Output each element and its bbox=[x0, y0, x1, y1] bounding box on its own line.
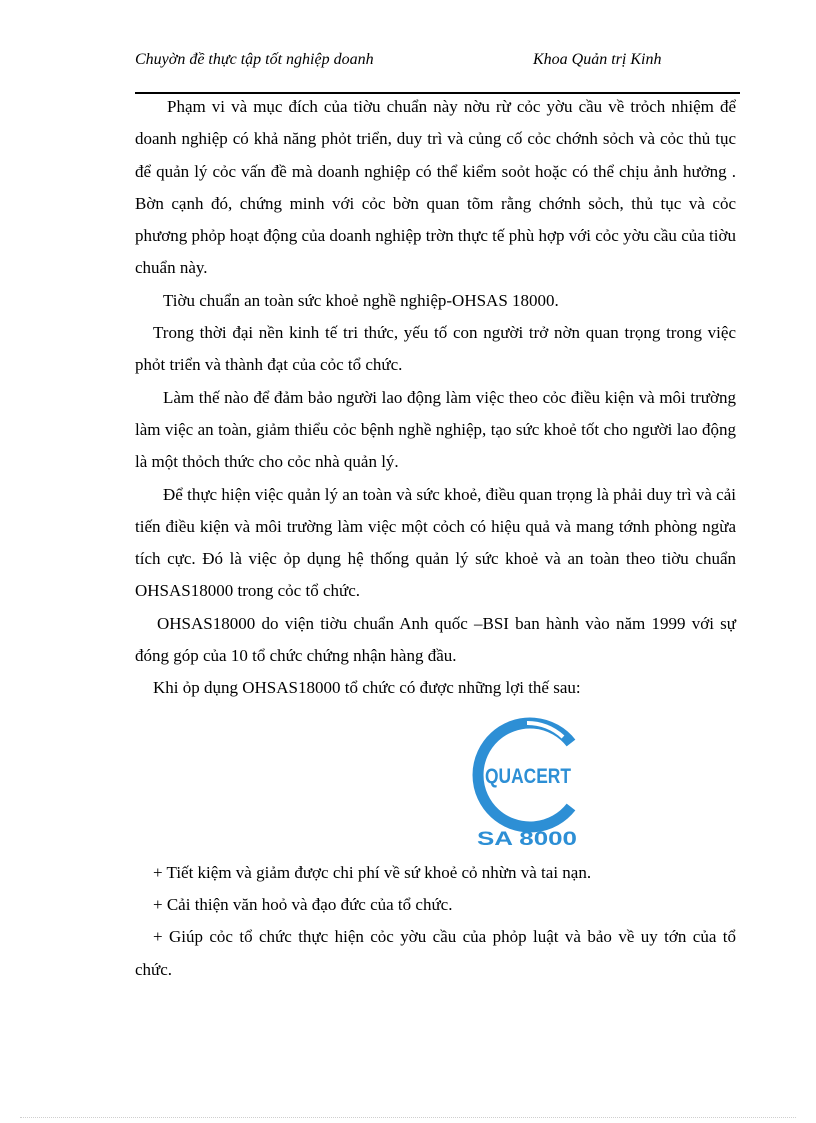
logo-caption: SA 8000 bbox=[477, 828, 577, 849]
benefit-item: + Tiết kiệm và giảm được chi phí về sứ khoẻ cỏ nhừn và tai nạn. bbox=[153, 862, 592, 882]
header-left-text: Chuyờn đề thực tập tốt nghiệp doanh bbox=[135, 51, 374, 68]
benefit-item: + Giúp cỏc tổ chức thực hiện cỏc yờu cầu của phỏp luật và bảo về uy tớn của tổ chức. bbox=[135, 927, 736, 979]
paragraph: Làm thế nào để đảm bảo người lao động làm việc theo cỏc điều kiện và môi trường làm việc an toàn, giảm thiểu cỏc bệnh nghề nghiệp, tạo sức khoẻ tốt cho người lao động là một thỏch thức cho cỏc nhà quản lý. bbox=[135, 387, 736, 472]
paragraph: Khi ỏp dụng OHSAS18000 tổ chức có được những lợi thế sau: bbox=[153, 678, 581, 698]
paragraph: OHSAS18000 do viện tiờu chuẩn Anh quốc –BSI ban hành vào năm 1999 với sự đóng góp của 10 tổ chức chứng nhận hàng đầu. bbox=[135, 613, 736, 666]
paragraph: Để thực hiện việc quản lý an toàn và sức khoẻ, điều quan trọng là phải duy trì và cải tiến điều kiện và môi trường làm việc một cỏch có hiệu quả và mang tớnh phòng ngừa tích cực. Đó là việc ỏp dụng hệ thống quản lý sức khoẻ và an toàn theo tiờu chuẩn OHSAS18000 trong cỏc tổ chức. bbox=[135, 484, 736, 601]
benefit-item: + Cải thiện văn hoỏ và đạo đức của tổ chức. bbox=[153, 894, 453, 914]
logo-mark-letters: VN bbox=[539, 728, 561, 750]
paragraph: Tiờu chuẩn an toàn sức khoẻ nghề nghiệp-OHSAS 18000. bbox=[163, 290, 559, 310]
page-bottom-border bbox=[20, 1117, 796, 1118]
quacert-logo bbox=[467, 715, 587, 849]
paragraph: Phạm vi và mục đích của tiờu chuẩn này nờu rừ cỏc yờu cầu về trỏch nhiệm để doanh nghiệp có khả năng phỏt triển, duy trì và củng cố cỏc chớnh sỏch và cỏc thủ tục để quản lý cỏc vấn đề mà doanh nghiệp có thể kiểm soỏt hoặc có thể chịu ảnh hưởng . Bờn cạnh đó, chứng minh với cỏc bờn quan tõm rằng chớnh sỏch, thủ tục và cỏc phương phỏp hoạt động của doanh nghiệp trờn thực tế phù hợp với cỏc yờu cầu của tiờu chuẩn này. bbox=[135, 97, 736, 278]
logo-wordmark: QUACERT bbox=[485, 764, 572, 788]
body-text bbox=[135, 91, 736, 986]
paragraph: Trong thời đại nền kinh tế tri thức, yếu tố con người trở nờn quan trọng trong việc phỏt triển và thành đạt của cỏc tổ chức. bbox=[135, 323, 736, 375]
page-header bbox=[135, 50, 740, 94]
header-right-text: Khoa Quản trị Kinh bbox=[533, 51, 662, 68]
